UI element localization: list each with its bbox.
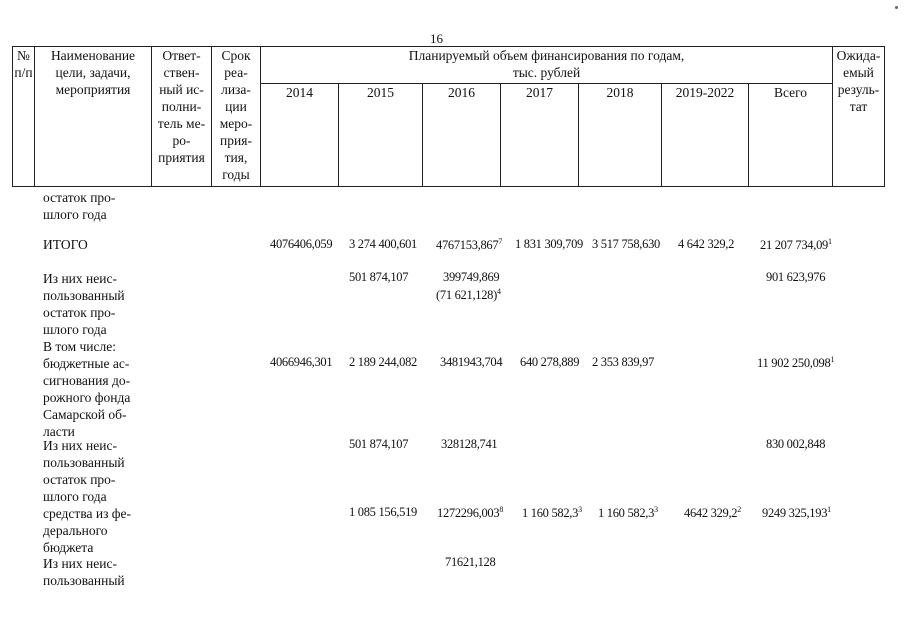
regional-total: 11 902 250,098$^1$ (757, 355, 835, 371)
header-result: Ожида- емый резуль- тат (833, 47, 885, 187)
unused2-total: 830 002,848 (766, 437, 826, 451)
regional-2017: 640 278,889 (520, 355, 580, 369)
total-2019-2022: 4 642 329,2 (678, 237, 735, 251)
header-name: Наименование цели, задачи, мероприятия (35, 47, 152, 187)
header-responsible: Ответ- ствен- ный ис- полни- тель ме- ро- приятия (152, 47, 212, 187)
header-year-2014: 2014 (261, 84, 339, 187)
row-label-remainder: остаток про- шлого года (43, 190, 116, 222)
federal-2016: 1272296,003$^8$ (437, 505, 504, 521)
row-label-unused-1: Из них неис- пользованный остаток про- шлого года (43, 271, 125, 337)
header-year-2016: 2016 (423, 84, 501, 187)
federal-2018: 1 160 582,3$^3$ (598, 505, 658, 521)
header-year-2019-2022: 2019-2022 (662, 84, 749, 187)
row-label-unused-2: Из них неис- пользованный остаток про- шлого года (43, 438, 125, 504)
federal-total: 9249 325,193$^1$ (762, 505, 831, 521)
page-number: 16 (430, 31, 443, 46)
row-label-unused-3: Из них неис- пользованный (43, 556, 125, 588)
header-year-2017: 2017 (501, 84, 579, 187)
total-2014: 4076406,059 (270, 237, 333, 251)
unused2-2015: 501 874,107 (349, 437, 409, 451)
federal-2019-2022: 4642 329,2$^2$ (684, 505, 741, 521)
header-number: № п/п (13, 47, 35, 187)
unused1-2016-paren: (71 621,128)$^4$ (436, 287, 501, 303)
header-planned-financing: Планируемый объем финансирования по годам, тыс. рублей (261, 47, 833, 84)
row-label-total: ИТОГО (43, 237, 88, 252)
federal-2015: 1 085 156,519 (349, 505, 417, 519)
unused1-2016: 399749,869 (443, 270, 500, 284)
scan-dot (895, 6, 898, 9)
table-header (12, 46, 885, 187)
regional-2018: 2 353 839,97 (592, 355, 655, 369)
header-year-2015: 2015 (339, 84, 423, 187)
header-term: Срок реа- лиза- ции меро- прия- тия, годы (212, 47, 261, 187)
total-2017: 1 831 309,709 (515, 237, 583, 251)
header-total: Всего (749, 84, 833, 187)
total-2015: 3 274 400,601 (349, 237, 417, 251)
total-sum: 21 207 734,09$^1$ (760, 237, 832, 253)
total-2018: 3 517 758,630 (592, 237, 660, 251)
unused2-2016: 328128,741 (441, 437, 498, 451)
header-year-2018: 2018 (579, 84, 662, 187)
regional-2016: 3481943,704 (440, 355, 503, 369)
unused1-2015: 501 874,107 (349, 270, 409, 284)
row-label-regional-budget: В том числе: бюджетные ас- сигнования до- рожного фонда Самарской об- ласти (43, 339, 131, 439)
row-label-federal-budget: средства из фе- дерального бюджета (43, 506, 132, 555)
unused1-total: 901 623,976 (766, 270, 826, 284)
federal-2017: 1 160 582,3$^3$ (522, 505, 582, 521)
regional-2015: 2 189 244,082 (349, 355, 417, 369)
regional-2014: 4066946,301 (270, 355, 333, 369)
total-2016: 4767153,867$^7$ (436, 237, 503, 253)
unused3-2016: 71621,128 (445, 555, 496, 569)
